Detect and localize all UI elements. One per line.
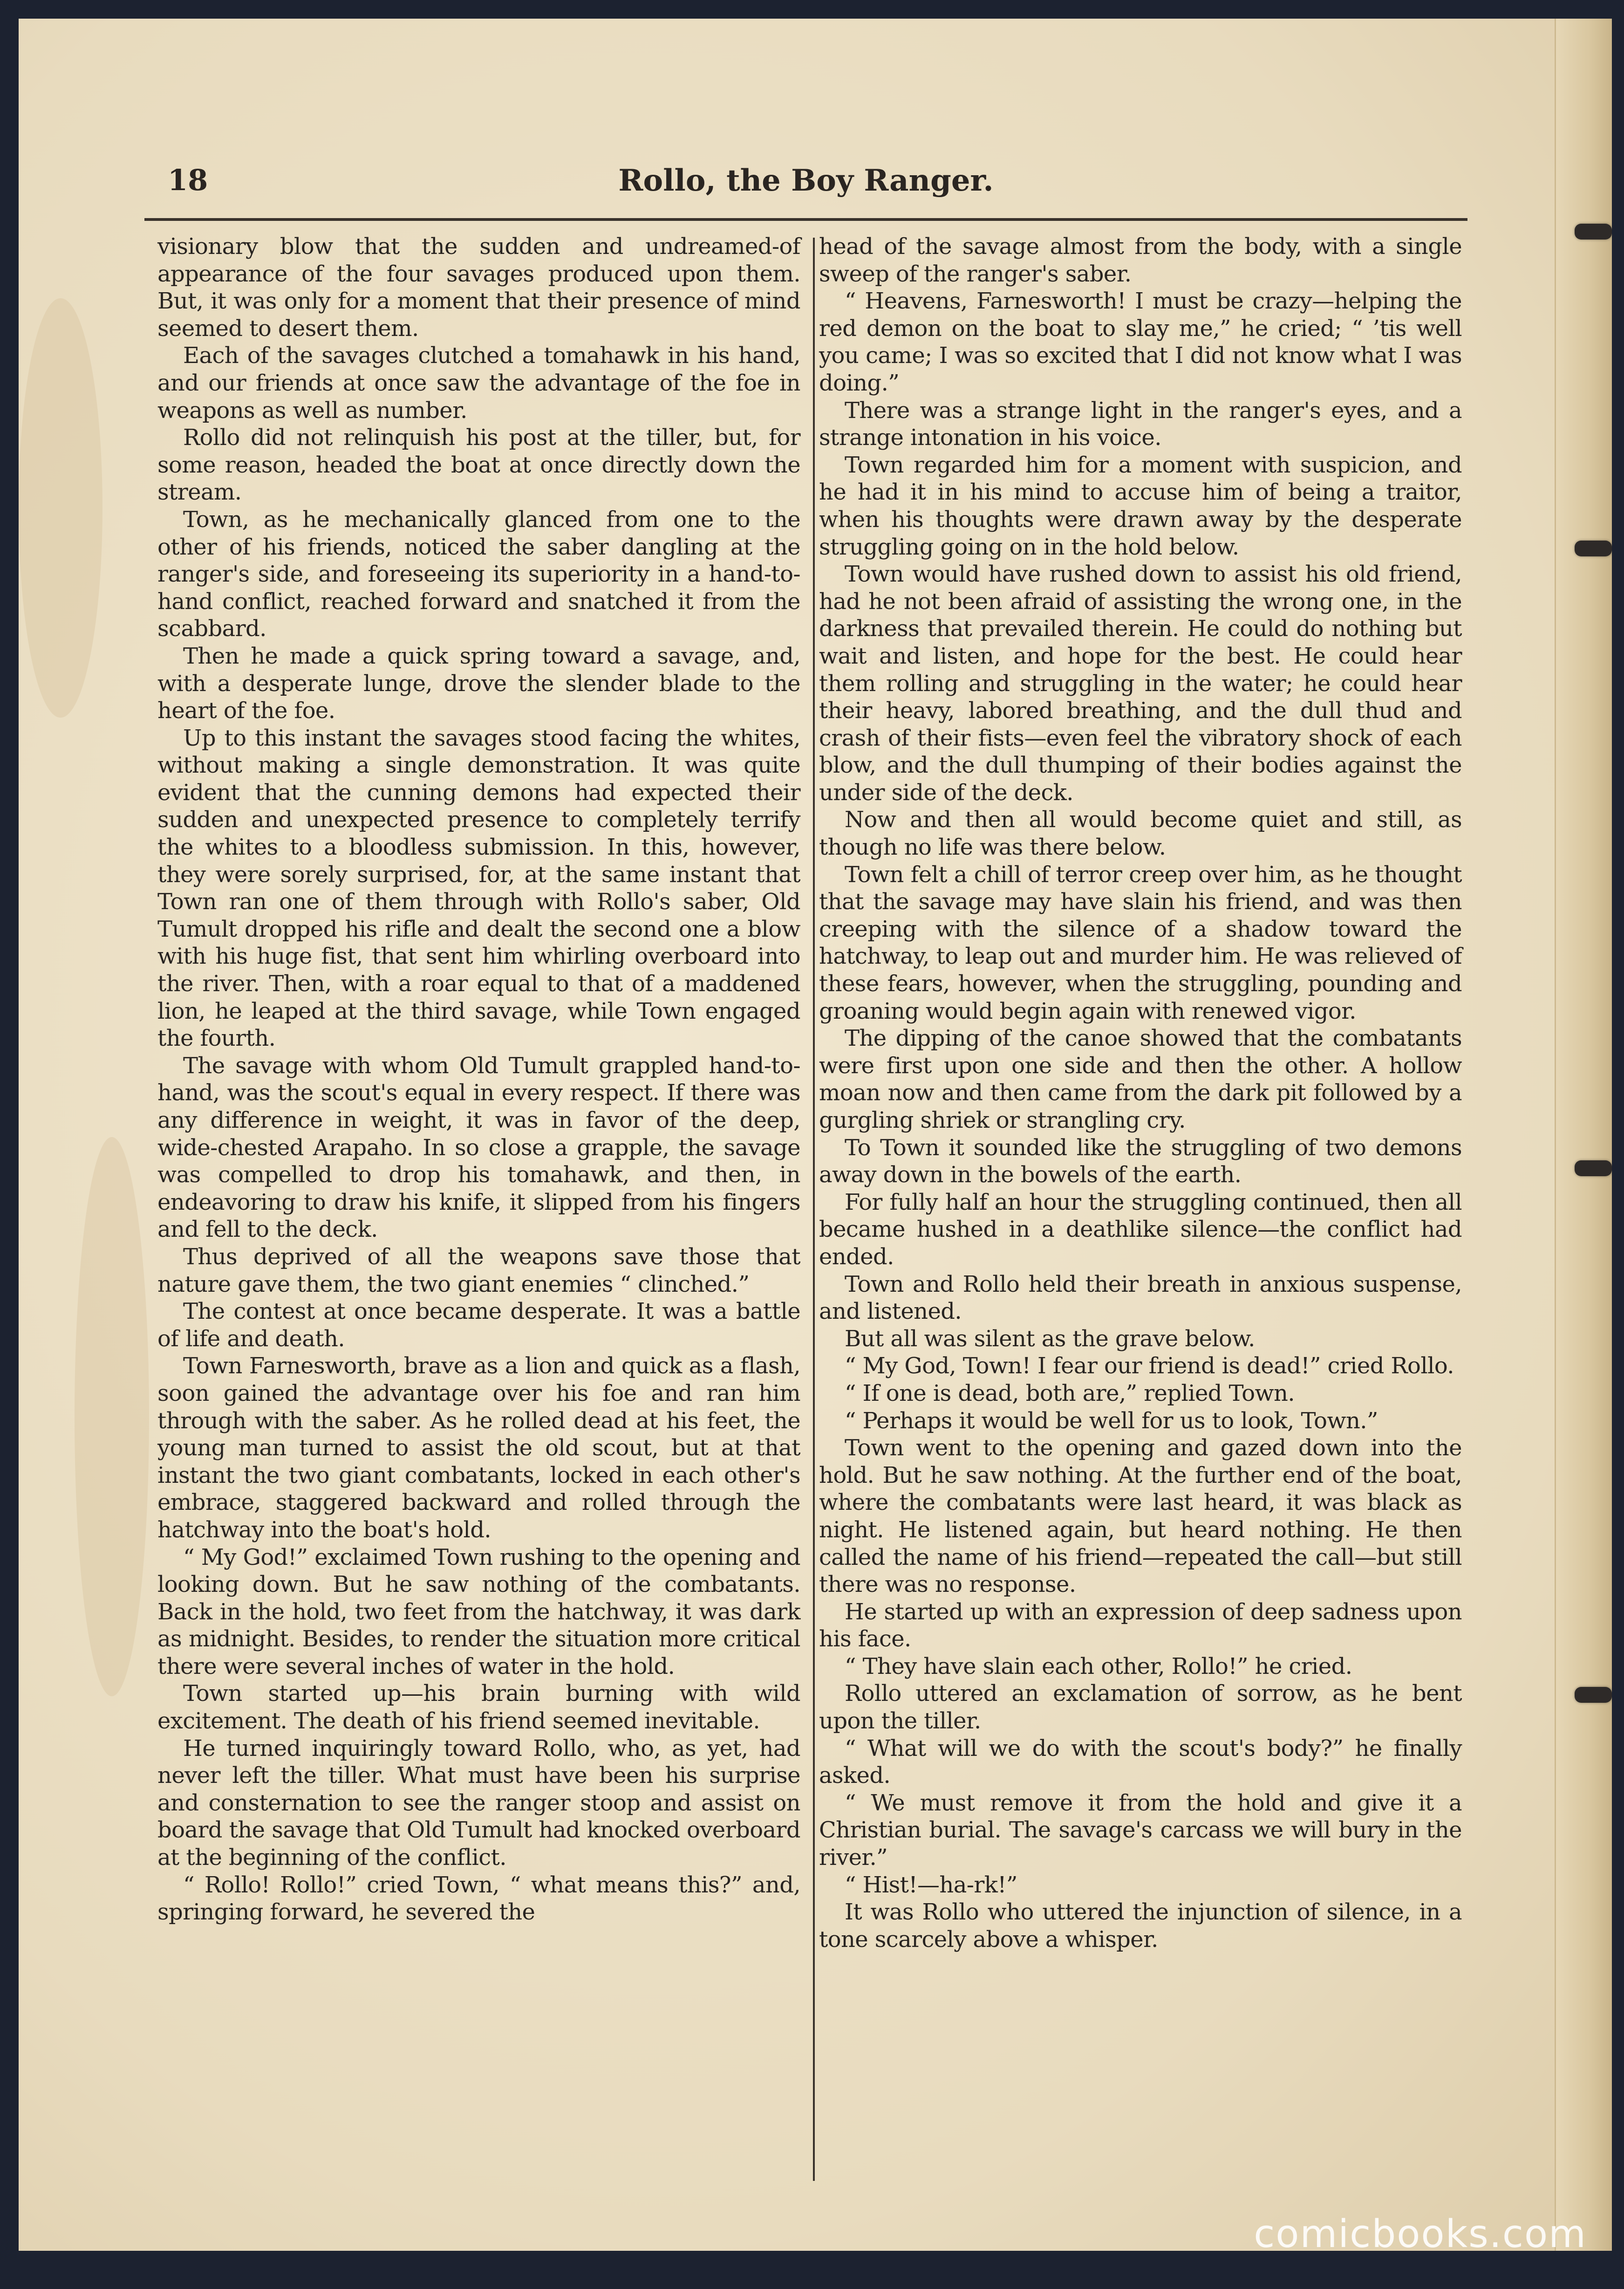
paragraph: “ We must remove it from the hold and give it a Christian burial. The savage's carcass we will bury in the river.” [819, 1789, 1462, 1871]
staple-icon [1575, 541, 1612, 556]
paper-stain [75, 1137, 149, 1696]
paragraph: Thus deprived of all the weapons save those that nature gave them, the two giant enemies “ clinched.” [157, 1243, 800, 1297]
paragraph: Then he made a quick spring toward a savage, and, with a desperate lunge, drove the slender blade to the heart of the foe. [157, 643, 800, 724]
paragraph: “ Heavens, Farnesworth! I must be crazy—helping the red demon on the boat to slay me,” he cried; “ ’tis well you came; I was so excited that I did not know what I was doing.” [819, 288, 1462, 396]
paragraph: He started up with an expression of deep sadness upon his face. [819, 1598, 1462, 1652]
paragraph: Town went to the opening and gazed down into the hold. But he saw nothing. At the further end of the boat, where the combatants were last heard, it was black as night. He listened again, but heard nothing. He then called the name of his friend—repeated the call—but still there was no response. [819, 1435, 1462, 1598]
paper-stain [19, 298, 102, 718]
paragraph: It was Rollo who uttered the injunction of silence, in a tone scarcely above a whisper. [819, 1899, 1462, 1953]
paragraph: Rollo uttered an exclamation of sorrow, as he bent upon the tiller. [819, 1680, 1462, 1734]
paragraph: Up to this instant the savages stood facing the whites, without making a single demonstration. It was quite evident that the cunning demons had expected their sudden and unexpected presence to completely terrify the whites to a bloodless submission. In this, however, they were sorely surprised, for, at the same instant that Town ran one of them through with Rollo's saber, Old Tumult dropped his rifle and dealt the second one a blow with his huge fist, that sent him whirling overboard into the river. Then, with a roar equal to that of a maddened lion, he leaped at the third savage, while Town engaged the fourth. [157, 725, 800, 1052]
paragraph: Town Farnesworth, brave as a lion and quick as a flash, soon gained the advantage over his foe and ran him through with the saber. As he rolled dead at his feet, the young man turned to assist the old scout, but at that instant the two giant combatants, locked in each other's embrace, staggered backward and rolled through the hatchway into the boat's hold. [157, 1353, 800, 1543]
column-rule [813, 238, 815, 2181]
paragraph: “ What will we do with the scout's body?” he finally asked. [819, 1735, 1462, 1789]
paragraph: Town would have rushed down to assist his old friend, had he not been afraid of assisting the wrong one, in the darkness that prevailed therein. He could do nothing but wait and listen, and hope for the best. He could hear them rolling and struggling in the water; he could hear their heavy, labored breathing, and the dull thud and crash of their fists—even feel the vibratory shock of each blow, and the dull thumping of their bodies against the under side of the deck. [819, 561, 1462, 806]
paragraph: “ If one is dead, both are,” replied Town. [845, 1380, 1295, 1406]
staple-icon [1575, 1160, 1612, 1176]
paragraph: head of the savage almost from the body, with a single sweep of the ranger's saber. [819, 233, 1462, 287]
page-header [144, 158, 1467, 210]
paragraph: To Town it sounded like the struggling of two demons away down in the bowels of the earth. [819, 1134, 1462, 1188]
paragraph: Town regarded him for a moment with suspicion, and he had it in his mind to accuse him of being a traitor, when his thoughts were drawn away by the desperate struggling going on in the hold below. [819, 452, 1462, 560]
staple-icon [1575, 1687, 1612, 1703]
page-number: 18 [168, 163, 208, 197]
paragraph: visionary blow that the sudden and undreamed-of appearance of the four savages produced upon them. But, it was only for a moment that their presence of mind seemed to desert them. [157, 233, 800, 342]
right-column [819, 233, 1462, 1953]
paragraph: The contest at once became desperate. It was a battle of life and death. [157, 1298, 800, 1352]
paragraph: Town, as he mechanically glanced from one to the other of his friends, noticed the saber dangling at the ranger's side, and foreseeing its superiority in a hand-to-hand conflict, reached forward and snatched it from the scabbard. [157, 506, 800, 642]
header-rule [144, 218, 1467, 221]
paragraph: “ My God, Town! I fear our friend is dead!” cried Rollo. [845, 1353, 1454, 1379]
paragraph: Now and then all would become quiet and still, as though no life was there below. [819, 807, 1462, 861]
running-title: Rollo, the Boy Ranger. [618, 163, 994, 198]
watermark: comicbooks.com [1254, 2212, 1587, 2256]
paragraph: “ Rollo! Rollo!” cried Town, “ what means this?” and, springing forward, he severed the [157, 1871, 800, 1926]
paragraph: Rollo did not relinquish his post at the tiller, but, for some reason, headed the boat at once directly down the stream. [157, 425, 800, 506]
paragraph: “ They have slain each other, Rollo!” he cried. [845, 1653, 1352, 1679]
paragraph: Town started up—his brain burning with wild excitement. The death of his friend seemed inevitable. [157, 1680, 800, 1734]
paragraph: He turned inquiringly toward Rollo, who, as yet, had never left the tiller. What must have been his surprise and consternation to see the ranger stoop and assist on board the savage that Old Tumult had knocked overboard at the beginning of the conflict. [157, 1735, 800, 1871]
page-edge [1555, 19, 1612, 2251]
left-column [157, 233, 800, 1926]
paragraph: “ Perhaps it would be well for us to look, Town.” [845, 1407, 1378, 1434]
paragraph: There was a strange light in the ranger's eyes, and a strange intonation in his voice. [819, 397, 1462, 451]
paragraph: For fully half an hour the struggling continued, then all became hushed in a deathlike silence—the conflict had ended. [819, 1189, 1462, 1270]
paragraph: Each of the savages clutched a tomahawk in his hand, and our friends at once saw the advantage of the foe in weapons as well as number. [157, 343, 800, 424]
paragraph: But all was silent as the grave below. [845, 1325, 1255, 1352]
paragraph: “ Hist!—ha-rk!” [845, 1871, 1017, 1898]
paragraph: The dipping of the canoe showed that the combatants were first upon one side and then the other. A hollow moan now and then came from the dark pit followed by a gurgling shriek or strangling cry. [819, 1025, 1462, 1133]
paragraph: Town felt a chill of terror creep over him, as he thought that the savage may have slain his friend, and was then creeping with the silence of a shadow toward the hatchway, to leap out and murder him. He was relieved of these fears, however, when the struggling, pounding and groaning would begin again with renewed vigor. [819, 861, 1462, 1024]
paragraph: The savage with whom Old Tumult grappled hand-to-hand, was the scout's equal in every respect. If there was any difference in weight, it was in favor of the deep, wide-chested Arapaho. In so close a grapple, the savage was compelled to drop his tomahawk, and then, in endeavoring to draw his knife, it slipped from his fingers and fell to the deck. [157, 1052, 800, 1243]
staple-icon [1575, 224, 1612, 240]
paragraph: Town and Rollo held their breath in anxious suspense, and listened. [819, 1271, 1462, 1325]
paragraph: “ My God!” exclaimed Town rushing to the opening and looking down. But he saw nothing of the combatants. Back in the hold, two feet from the hatchway, it was dark as midnight. Besides, to render the situation more critical there were several inches of water in the hold. [157, 1544, 800, 1679]
book-page [19, 19, 1612, 2251]
